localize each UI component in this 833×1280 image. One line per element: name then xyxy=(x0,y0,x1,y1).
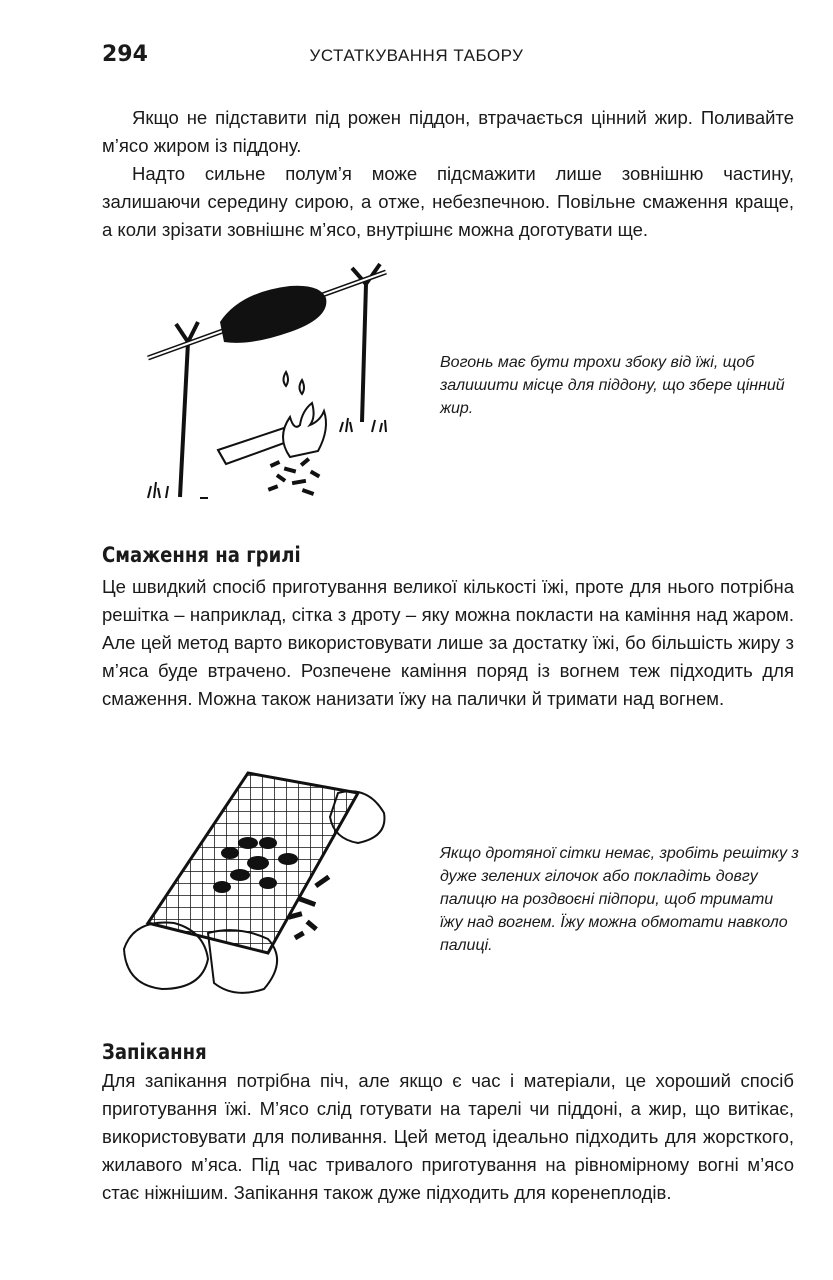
baking-heading: Запікання xyxy=(102,1040,207,1064)
grill-paragraph: Це швидкий спосіб приготування великої кількості їжі, проте для нього потрібна решітка – наприклад, сітка з дроту – яку можна покласти на каміння над жаром. Але цей метод варто використовувати лише за достатку їжі, бо більшість жиру з м’яса буде втрачено. Розпечене каміння поряд із вогнем теж підходить для смаження. Можна також нанизати їжу на палички й тримати над вогнем. xyxy=(102,576,794,709)
wire-grill-illustration xyxy=(118,763,398,1003)
intro-paragraph-2: Надто сильне полум’я може підсмажити лише зовнішню частину, залишаючи середину сирою, а отже, небезпечною. Повільне смаження краще, а коли зрізати зовнішнє м’ясо, внутрішнє можна доготувати ще. xyxy=(102,163,794,240)
grill-caption: Якщо дротяної сітки немає, зробіть решітку з дуже зелених гілочок або покладіть довгу палицю на роздвоєні підпори, щоб тримати їжу над вогнем. Їжу можна обмотати навколо палиці. xyxy=(440,845,799,954)
spit-roast-caption: Вогонь має бути трохи збоку від їжі, щоб залишити місце для піддону, що збере цінний жир. xyxy=(440,354,785,417)
running-title: УСТАТКУВАННЯ ТАБОРУ xyxy=(309,46,524,65)
intro-paragraph-1: Якщо не підставити під рожен піддон, втрачається цінний жир. Поливайте м’ясо жиром із піддону. xyxy=(102,107,794,156)
grill-heading: Смаження на грилі xyxy=(102,543,301,567)
page-number: 294 xyxy=(102,42,148,67)
baking-paragraph: Для запікання потрібна піч, але якщо є час і матеріали, це хороший спосіб приготування їжі. М’ясо слід готувати на тарелі чи піддоні, а жир, що витікає, використовувати для поливання. Цей метод ідеально підходить для жорсткого, жилавого м’яса. Під час тривалого приготування на рівномірному вогні м’ясо стає ніжнішим. Запікання також дуже підходить для коренеплодів. xyxy=(102,1070,794,1203)
spit-roast-illustration xyxy=(140,262,400,502)
